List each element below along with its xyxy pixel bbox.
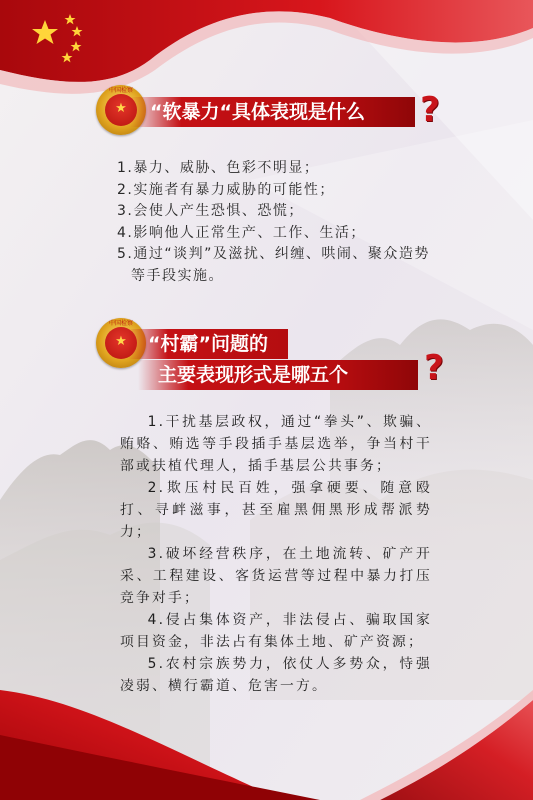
list-item: 1.干扰基层政权，通过“拳头”、欺骗、贿赂、贿选等手段插手基层选举，争当村干部或扶植代理人，插手基层公共事务；	[120, 414, 432, 474]
badge-caption: 中国检察	[108, 320, 133, 327]
list-item: 2.实施者有暴力威胁的可能性；	[117, 181, 335, 198]
question-mark-icon: ?	[424, 348, 444, 388]
list-item: 5.通过“谈判”及滋扰、纠缠、哄闹、聚众造势等手段实施。	[117, 246, 430, 284]
list-item: 4.侵占集体资产，非法侵占、骗取国家项目资金，非法占有集体土地、矿产资源；	[120, 612, 432, 650]
section1-title: “软暴力“具体表现是什么	[130, 97, 415, 127]
section2-title-line1: “村霸”问题的	[128, 329, 288, 359]
list-item: 3.会使人产生恐惧、恐慌；	[117, 203, 304, 219]
badge-caption: 中国检察	[108, 87, 133, 94]
procuratorate-badge-icon: 中国检察 ★	[96, 318, 146, 368]
list-item: 4.影响他人正常生产、工作、生活；	[117, 224, 366, 241]
list-item: 2.欺压村民百姓，强拿硬要、随意殴打、寻衅滋事，甚至雇黑佣黑形成帮派势力；	[120, 480, 432, 540]
list-item: 3.破坏经营秩序，在土地流转、矿产开采、工程建设、客货运营等过程中暴力打压竞争对手；	[120, 546, 432, 606]
list-item: 5.农村宗族势力，依仗人多势众，恃强凌弱、横行霸道、危害一方。	[120, 656, 432, 694]
section2-title-line2: 主要表现形式是哪五个	[138, 360, 418, 390]
procuratorate-badge-icon: 中国检察 ★	[96, 85, 146, 135]
section2-list	[120, 411, 432, 697]
question-mark-icon: ?	[420, 90, 440, 130]
list-item: 1.暴力、威胁、色彩不明显；	[117, 160, 320, 176]
section1-list	[117, 158, 437, 287]
